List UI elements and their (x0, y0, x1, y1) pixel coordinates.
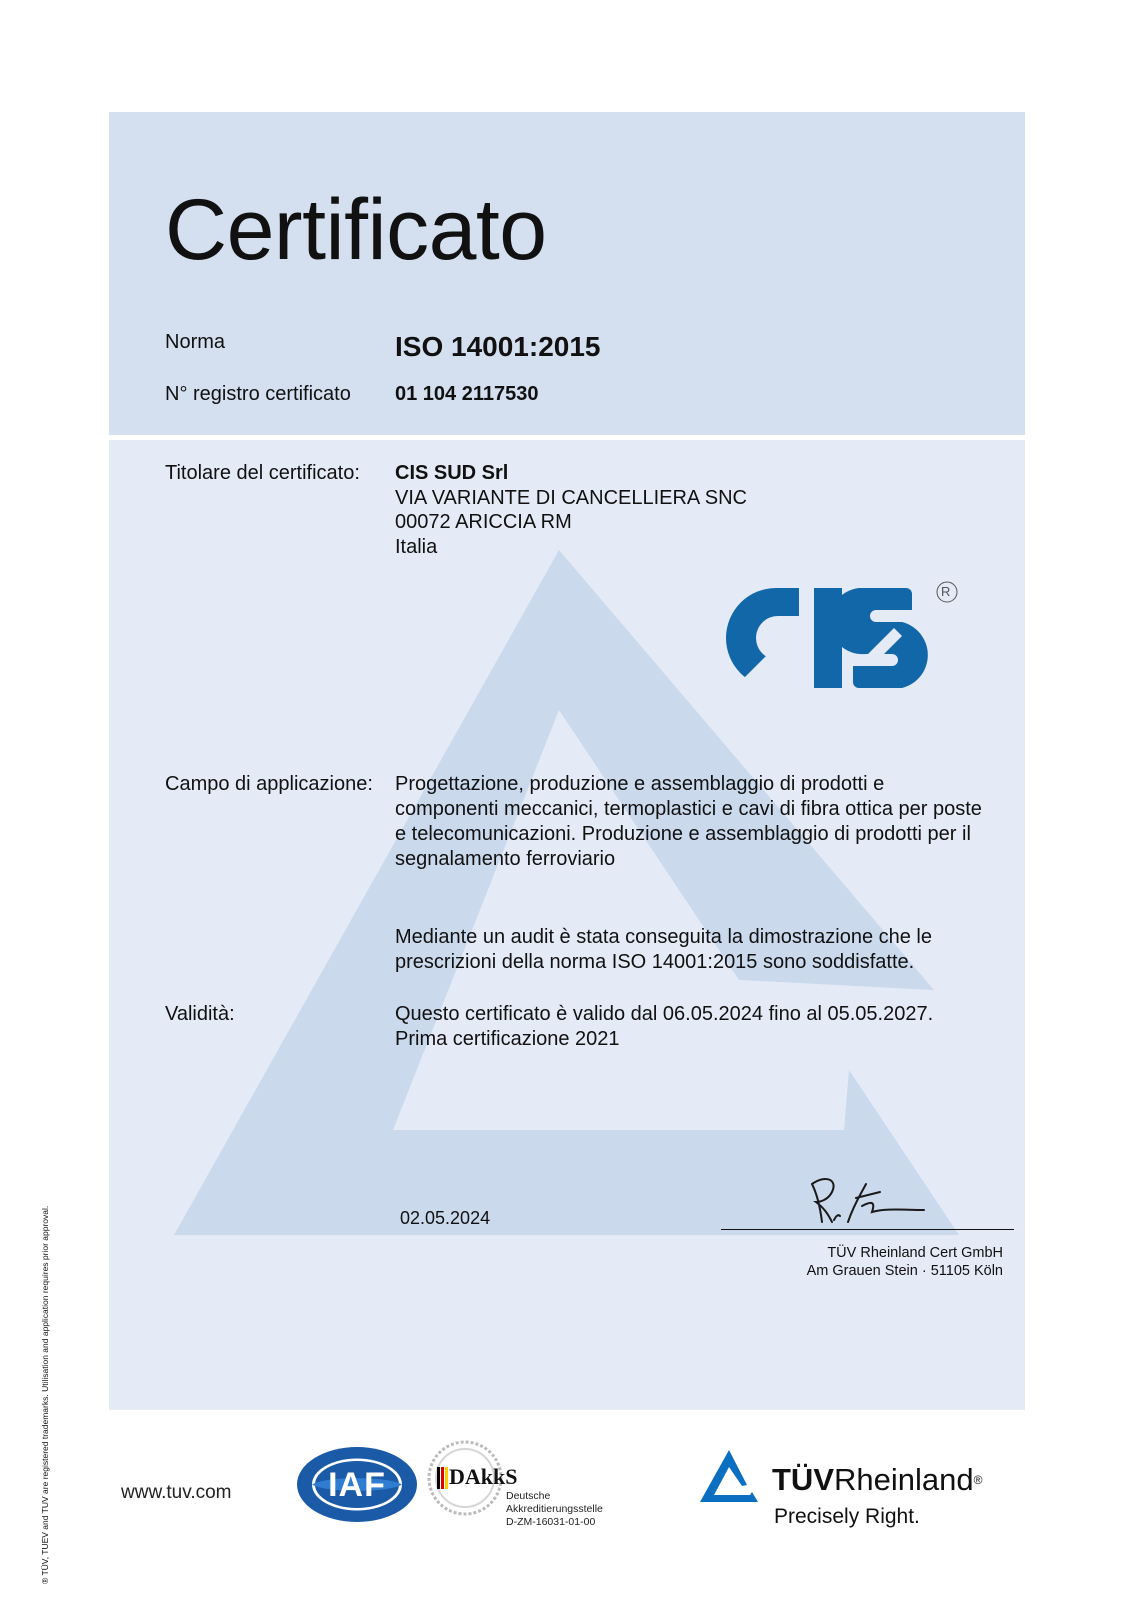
dakks-name: DAkkS (449, 1464, 518, 1489)
tuv-wordmark-bold: TÜV (772, 1462, 834, 1497)
cis-logo-icon (716, 578, 976, 698)
iaf-text: IAF (328, 1466, 386, 1504)
validity-line: Questo certificato è valido dal 06.05.2024 fino al 05.05.2027. (395, 1003, 934, 1025)
website-link[interactable]: www.tuv.com (121, 1482, 232, 1503)
tuv-registered-mark: ® (973, 1473, 983, 1487)
dakks-line: Deutsche (506, 1490, 551, 1502)
tuv-wordmark (772, 1462, 982, 1498)
standard-label: Norma (165, 331, 226, 353)
holder-address-line: Italia (395, 536, 438, 558)
holder-label: Titolare del certificato: (165, 462, 360, 484)
issuer-name: TÜV Rheinland Cert GmbH (827, 1245, 1003, 1261)
validity-label: Validità: (165, 1003, 235, 1025)
dakks-line: D-ZM-16031-01-00 (506, 1516, 596, 1528)
dakks-line: Akkreditierungsstelle (506, 1503, 603, 1515)
validity-line: Prima certificazione 2021 (395, 1028, 620, 1050)
scope-line: componenti meccanici, termoplastici e cavi di fibra ottica per poste (395, 798, 982, 820)
certificate-title: Certificato (165, 182, 547, 278)
scope-label: Campo di applicazione: (165, 773, 373, 795)
holder-address-line: 00072 ARICCIA RM (395, 511, 572, 533)
copyright-note: ® TÜV, TUEV and TUV are registered trademarks. Utilisation and application requires prior approval. (40, 1205, 50, 1584)
holder-name: CIS SUD Srl (395, 462, 509, 484)
standard-value: ISO 14001:2015 (395, 331, 601, 362)
tuv-tagline: Precisely Right. (774, 1505, 920, 1528)
registry-label: N° registro certificato (165, 383, 351, 405)
signature-line (721, 1229, 1014, 1230)
holder-address-line: VIA VARIANTE DI CANCELLIERA SNC (395, 487, 747, 509)
tuv-wordmark-regular: Rheinland (834, 1462, 974, 1497)
registered-mark: R (941, 584, 951, 599)
scope-line: segnalamento ferroviario (395, 848, 616, 870)
registry-value: 01 104 2117530 (395, 383, 539, 405)
audit-line: prescrizioni della norma ISO 14001:2015 sono soddisfatte. (395, 951, 915, 973)
tuv-triangle-icon (698, 1448, 760, 1504)
audit-line: Mediante un audit è stata conseguita la dimostrazione che le (395, 926, 933, 948)
signature-icon (800, 1170, 940, 1230)
scope-line: Progettazione, produzione e assemblaggio di prodotti e (395, 773, 885, 795)
issuer-address: Am Grauen Stein · 51105 Köln (806, 1263, 1003, 1279)
scope-line: e telecomunicazioni. Produzione e assemblaggio di prodotti per il (395, 823, 971, 845)
issue-date: 02.05.2024 (400, 1208, 491, 1228)
